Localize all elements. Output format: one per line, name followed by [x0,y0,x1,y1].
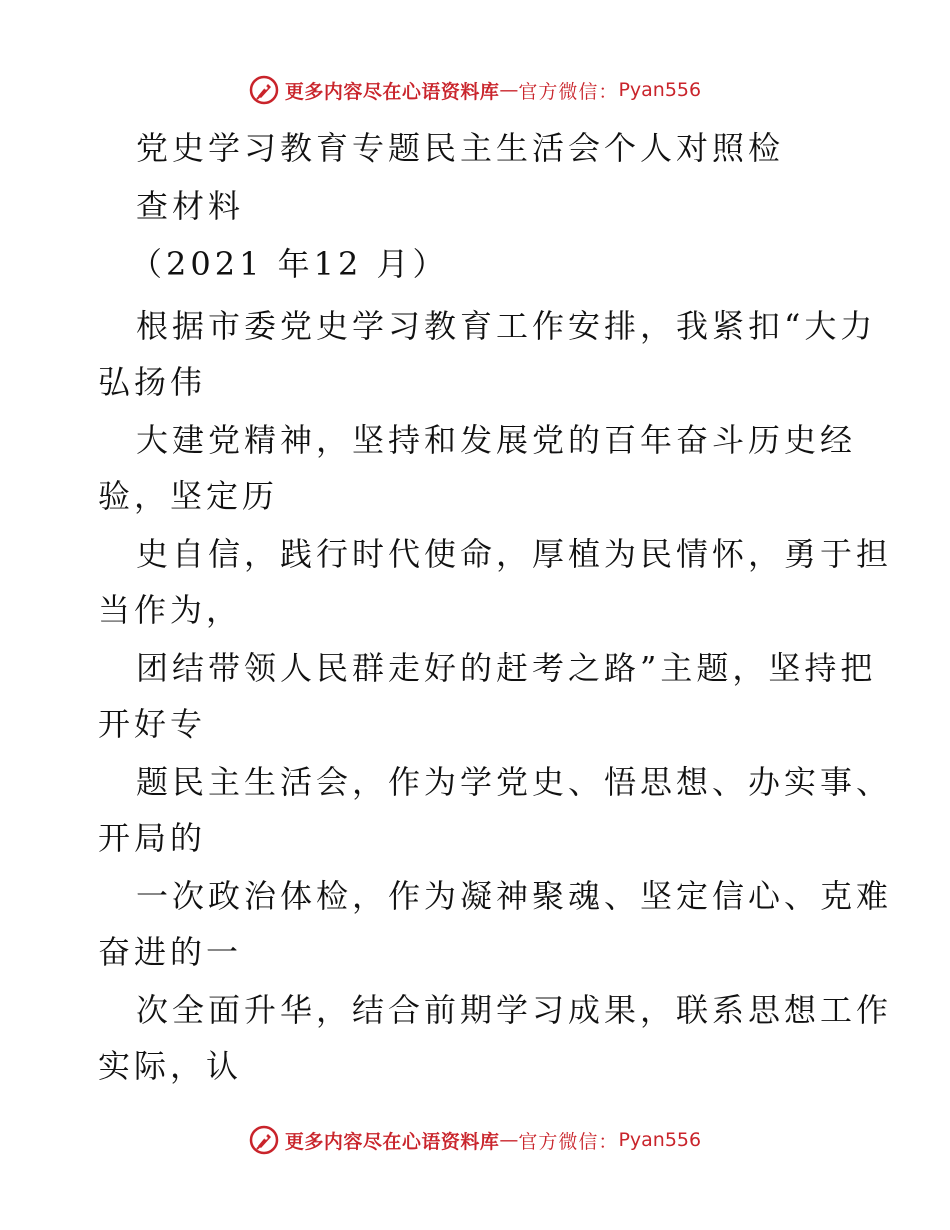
paragraph-line: 奋进的一 [98,933,243,971]
paragraph-line: 根据市委党史学习教育工作安排，我紧扣“大力 [136,307,877,345]
document-title-line-1: 党史学习教育专题民主生活会个人对照检 [136,129,785,167]
paragraph-line: 团结带领人民群走好的赶考之路”主题，坚持把 [136,649,877,687]
watermark-contact-label: 官方微信： [518,80,619,103]
paragraph-line: 实际，认 [98,1047,243,1085]
watermark-wechat-id: Pyan556 [618,79,702,101]
watermark-dash: — [499,79,519,101]
paragraph-line: 史自信，践行时代使命，厚植为民情怀，勇于担 [136,535,893,573]
paragraph-line: 开好专 [98,705,207,743]
watermark-banner-top [0,70,950,110]
paragraph-line: 弘扬伟 [98,363,207,401]
watermark-banner-bottom [0,1120,950,1160]
paragraph-line: 题民主生活会，作为学党史、悟思想、办实事、 [136,763,893,801]
watermark-dash: — [499,1129,519,1151]
paragraph-line: 当作为， [98,591,243,629]
document-title-line-2: 查材料 [136,187,245,225]
paragraph-line: 开局的 [98,819,207,857]
watermark-brand: 更多内容尽在心语资料库 [284,1130,500,1153]
pen-nib-logo-icon [249,75,279,105]
paragraph-line: 大建党精神，坚持和发展党的百年奋斗历史经 [136,421,857,459]
paragraph-line: 次全面升华，结合前期学习成果，联系思想工作 [136,991,893,1029]
pen-nib-logo-icon [249,1125,279,1155]
document-date: （2021 年12 月） [130,245,449,283]
watermark-contact-label: 官方微信： [518,1130,619,1153]
watermark-wechat-id: Pyan556 [618,1129,702,1151]
watermark-brand: 更多内容尽在心语资料库 [284,80,500,103]
paragraph-line: 一次政治体检，作为凝神聚魂、坚定信心、克难 [136,877,893,915]
paragraph-line: 验，坚定历 [98,477,279,515]
